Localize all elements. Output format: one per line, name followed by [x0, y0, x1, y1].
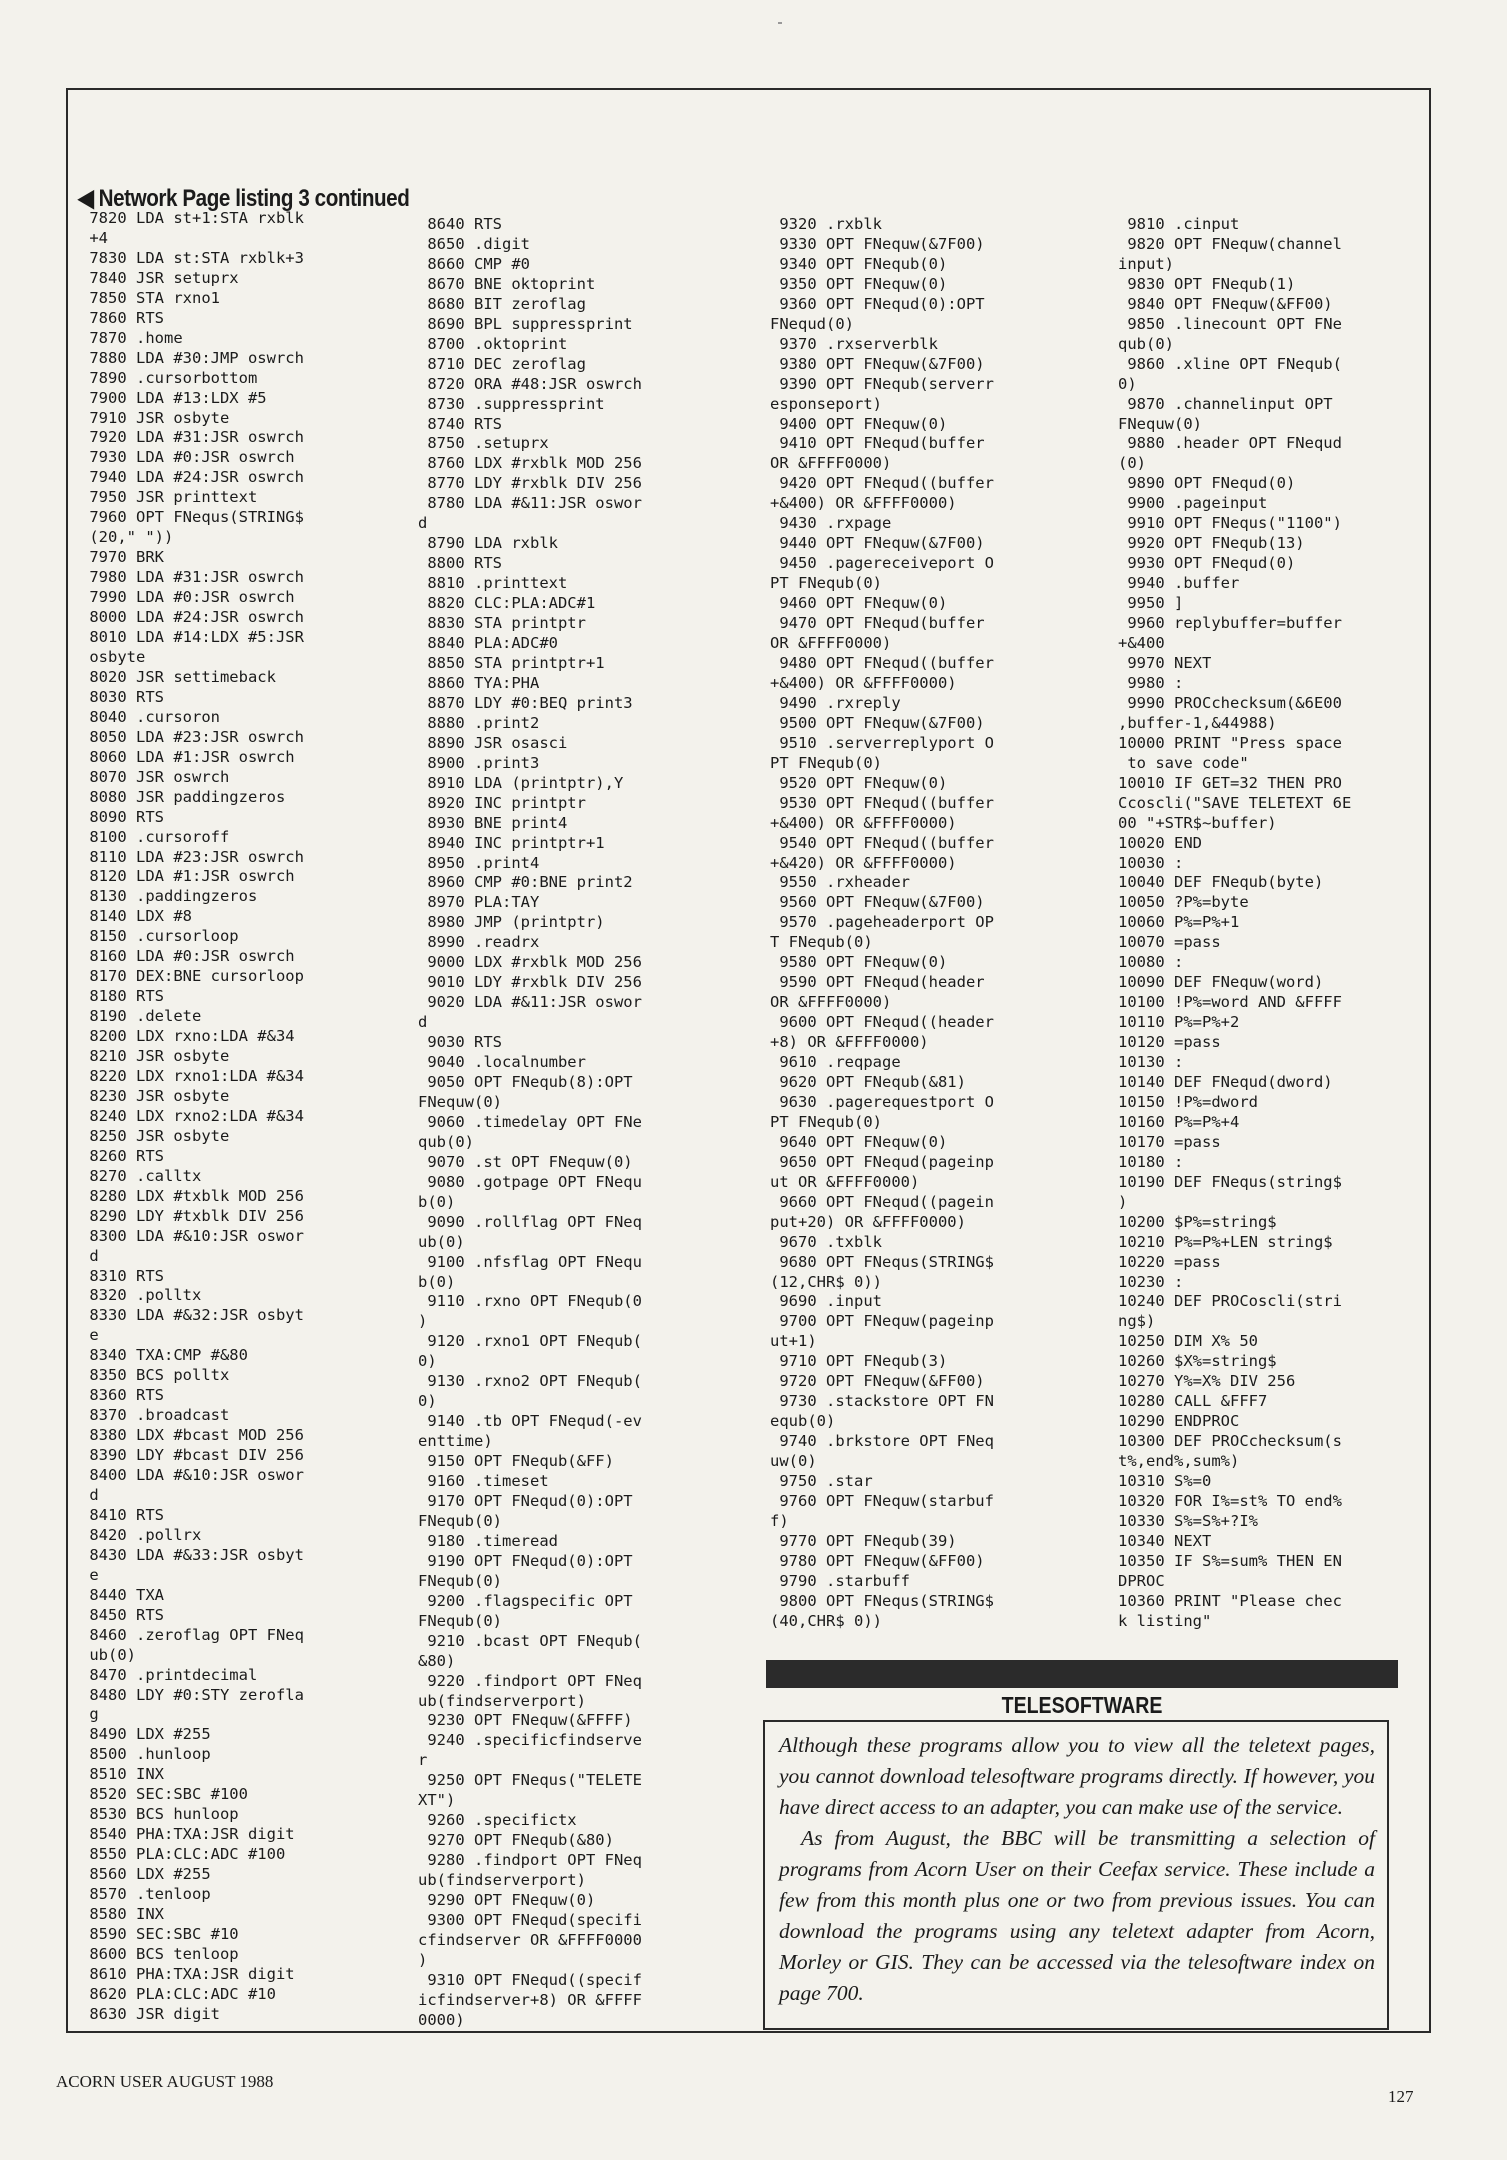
continued-header-title: Network Page listing 3 continued — [98, 185, 410, 212]
telesoftware-box — [763, 1720, 1389, 2030]
listing-column-1: 7820 LDA st+1:STA rxblk +4 7830 LDA st:STA rxblk+3 7840 JSR setuprx 7850 STA rxno1 7860 RTS 7870 .home 7880 LDA #30:JMP oswrch 7890 .cursorbottom 7900 LDA #13:LDX #5 7910 JSR osbyte 7920 LDA #31:JSR oswrch 7930 LDA #0:JSR oswrch 7940 LDA #24:JSR oswrch 7950 JSR printtext 7960 OPT FNequs(STRING$ (20," ")) 7970 BRK 7980 LDA #31:JSR oswrch 7990 LDA #0:JSR oswrch 8000 LDA #24:JSR oswrch 8010 LDA #14:LDX #5:JSR osbyte 8020 JSR settimeback 8030 RTS 8040 .cursoron 8050 LDA #23:JSR oswrch 8060 LDA #1:JSR oswrch 8070 JSR oswrch 8080 JSR paddingzeros 8090 RTS 8100 .cursoroff 8110 LDA #23:JSR oswrch 8120 LDA #1:JSR oswrch 8130 .paddingzeros 8140 LDX #8 8150 .cursorloop 8160 LDA #0:JSR oswrch 8170 DEX:BNE cursorloop 8180 RTS 8190 .delete 8200 LDX rxno:LDA #&34 8210 JSR osbyte 8220 LDX rxno1:LDA #&34 8230 JSR osbyte 8240 LDX rxno2:LDA #&34 8250 JSR osbyte 8260 RTS 8270 .calltx 8280 LDX #txblk MOD 256 8290 LDY #txblk DIV 256 8300 LDA #&10:JSR oswor d 8310 RTS 8320 .polltx 8330 LDA #&32:JSR osbyt e 8340 TXA:CMP #&80 8350 BCS polltx 8360 RTS 8370 .broadcast 8380 LDX #bcast MOD 256 8390 LDY #bcast DIV 256 8400 LDA #&10:JSR oswor d 8410 RTS 8420 .pollrx 8430 LDA #&33:JSR osbyt e 8440 TXA 8450 RTS 8460 .zeroflag OPT FNeq ub(0) 8470 .printdecimal 8480 LDY #0:STY zerofla g 8490 LDX #255 8500 .hunloop 8510 INX 8520 SEC:SBC #100 8530 BCS hunloop 8540 PHA:TXA:JSR digit 8550 PLA:CLC:ADC #100 8560 LDX #255 8570 .tenloop 8580 INX 8590 SEC:SBC #10 8600 BCS tenloop 8610 PHA:TXA:JSR digit 8620 PLA:CLC:ADC #10 8630 JSR digit — [89, 209, 304, 2023]
telesoftware-bar — [766, 1660, 1398, 1688]
listing-column-3: 9320 .rxblk 9330 OPT FNequw(&7F00) 9340 OPT FNequb(0) 9350 OPT FNequw(0) 9360 OPT FNequd(0):OPT FNequd(0) 9370 .rxserverblk 9380 OPT FNequw(&7F00) 9390 OPT FNequb(serverr esponseport) 9400 OPT FNequw(0) 9410 OPT FNequd(buffer OR &FFFF0000) 9420 OPT FNequd((buffer +&400) OR &FFFF0000) 9430 .rxpage 9440 OPT FNequw(&7F00) 9450 .pagereceiveport O PT FNequb(0) 9460 OPT FNequw(0) 9470 OPT FNequd(buffer OR &FFFF0000) 9480 OPT FNequd((buffer +&400) OR &FFFF0000) 9490 .rxreply 9500 OPT FNequw(&7F00) 9510 .serverreplyport O PT FNequb(0) 9520 OPT FNequw(0) 9530 OPT FNequd((buffer +&400) OR &FFFF0000) 9540 OPT FNequd((buffer +&420) OR &FFFF0000) 9550 .rxheader 9560 OPT FNequw(&7F00) 9570 .pageheaderport OP T FNequb(0) 9580 OPT FNequw(0) 9590 OPT FNequd(header OR &FFFF0000) 9600 OPT FNequd((header +8) OR &FFFF0000) 9610 .reqpage 9620 OPT FNequb(&81) 9630 .pagerequestport O PT FNequb(0) 9640 OPT FNequw(0) 9650 OPT FNequd(pageinp ut OR &FFFF0000) 9660 OPT FNequd((pagein put+20) OR &FFFF0000) 9670 .txblk 9680 OPT FNequs(STRING$ (12,CHR$ 0)) 9690 .input 9700 OPT FNequw(pageinp ut+1) 9710 OPT FNequb(3) 9720 OPT FNequw(&FF00) 9730 .stackstore OPT FN equb(0) 9740 .brkstore OPT FNeq uw(0) 9750 .star 9760 OPT FNequw(starbuf f) 9770 OPT FNequb(39) 9780 OPT FNequw(&FF00) 9790 .starbuff 9800 OPT FNequs(STRING$ (40,CHR$ 0)) — [770, 215, 994, 1630]
listing-column-2: 8640 RTS 8650 .digit 8660 CMP #0 8670 BNE oktoprint 8680 BIT zeroflag 8690 BPL suppressprint 8700 .oktoprint 8710 DEC zeroflag 8720 ORA #48:JSR oswrch 8730 .suppressprint 8740 RTS 8750 .setuprx 8760 LDX #rxblk MOD 256 8770 LDY #rxblk DIV 256 8780 LDA #&11:JSR oswor d 8790 LDA rxblk 8800 RTS 8810 .printtext 8820 CLC:PLA:ADC#1 8830 STA printptr 8840 PLA:ADC#0 8850 STA printptr+1 8860 TYA:PHA 8870 LDY #0:BEQ print3 8880 .print2 8890 JSR osasci 8900 .print3 8910 LDA (printptr),Y 8920 INC printptr 8930 BNE print4 8940 INC printptr+1 8950 .print4 8960 CMP #0:BNE print2 8970 PLA:TAY 8980 JMP (printptr) 8990 .readrx 9000 LDX #rxblk MOD 256 9010 LDY #rxblk DIV 256 9020 LDA #&11:JSR oswor d 9030 RTS 9040 .localnumber 9050 OPT FNequb(8):OPT FNequw(0) 9060 .timedelay OPT FNe qub(0) 9070 .st OPT FNequw(0) 9080 .gotpage OPT FNequ b(0) 9090 .rollflag OPT FNeq ub(0) 9100 .nfsflag OPT FNequ b(0) 9110 .rxno OPT FNequb(0 ) 9120 .rxno1 OPT FNequb( 0) 9130 .rxno2 OPT FNequb( 0) 9140 .tb OPT FNequd(-ev enttime) 9150 OPT FNequb(&FF) 9160 .timeset 9170 OPT FNequd(0):OPT FNequb(0) 9180 .timeread 9190 OPT FNequd(0):OPT FNequb(0) 9200 .flagspecific OPT FNequb(0) 9210 .bcast OPT FNequb( &80) 9220 .findport OPT FNeq ub(findserverport) 9230 OPT FNequw(&FFFF) 9240 .specificfindserve r 9250 OPT FNequs("TELETE XT") 9260 .specifictx 9270 OPT FNequb(&80) 9280 .findport OPT FNeq ub(findserverport) 9290 OPT FNequw(0) 9300 OPT FNequd(specifi cfindserver OR &FFFF0000 ) 9310 OPT FNequd((specif icfindserver+8) OR &FFFF 0000) — [418, 215, 642, 2029]
telesoftware-title: TELESOFTWARE — [1001, 1692, 1163, 1718]
telesoftware-paragraph: As from August, the BBC will be transmitting a selection of programs from Acorn User on their Ceefax service. These include a few from this month plus one or two from previous issues. You can download the programs using any teletext adapter from Acorn, Morley or GIS. They can be accessed via the telesoftware index on page 700. — [779, 1826, 1375, 2005]
listing-column-4: 9810 .cinput 9820 OPT FNequw(channel input) 9830 OPT FNequb(1) 9840 OPT FNequw(&FF00) 9850 .linecount OPT FNe qub(0) 9860 .xline OPT FNequb( 0) 9870 .channelinput OPT FNequw(0) 9880 .header OPT FNequd (0) 9890 OPT FNequd(0) 9900 .pageinput 9910 OPT FNequs("1100") 9920 OPT FNequb(13) 9930 OPT FNequd(0) 9940 .buffer 9950 ] 9960 replybuffer=buffer +&400 9970 NEXT 9980 : 9990 PROCchecksum(&6E00 ,buffer-1,&44988) 10000 PRINT "Press space to save code" 10010 IF GET=32 THEN PRO Ccoscli("SAVE TELETEXT 6E 00 "+STR$~buffer) 10020 END 10030 : 10040 DEF FNequb(byte) 10050 ?P%=byte 10060 P%=P%+1 10070 =pass 10080 : 10090 DEF FNequw(word) 10100 !P%=word AND &FFFF 10110 P%=P%+2 10120 =pass 10130 : 10140 DEF FNequd(dword) 10150 !P%=dword 10160 P%=P%+4 10170 =pass 10180 : 10190 DEF FNequs(string$ ) 10200 $P%=string$ 10210 P%=P%+LEN string$ 10220 =pass 10230 : 10240 DEF PROCoscli(stri ng$) 10250 DIM X% 50 10260 $X%=string$ 10270 Y%=X% DIV 256 10280 CALL &FFF7 10290 ENDPROC 10300 DEF PROCchecksum(s t%,end%,sum%) 10310 S%=0 10320 FOR I%=st% TO end% 10330 S%=S%+?I% 10340 NEXT 10350 IF S%=sum% THEN EN DPROC 10360 PRINT "Please chec k listing" — [1118, 215, 1352, 1630]
print-mark — [778, 22, 782, 24]
left-arrow-icon: ◀ — [78, 185, 94, 212]
footer-publication: ACORN USER AUGUST 1988 — [56, 2072, 274, 2091]
telesoftware-paragraph: Although these programs allow you to view all the teletext pages, you cannot download telesoftware programs directly. If however, you have direct access to an adapter, you can make use of the service. — [779, 1733, 1375, 1819]
page-number: 127 — [1388, 2087, 1414, 2106]
